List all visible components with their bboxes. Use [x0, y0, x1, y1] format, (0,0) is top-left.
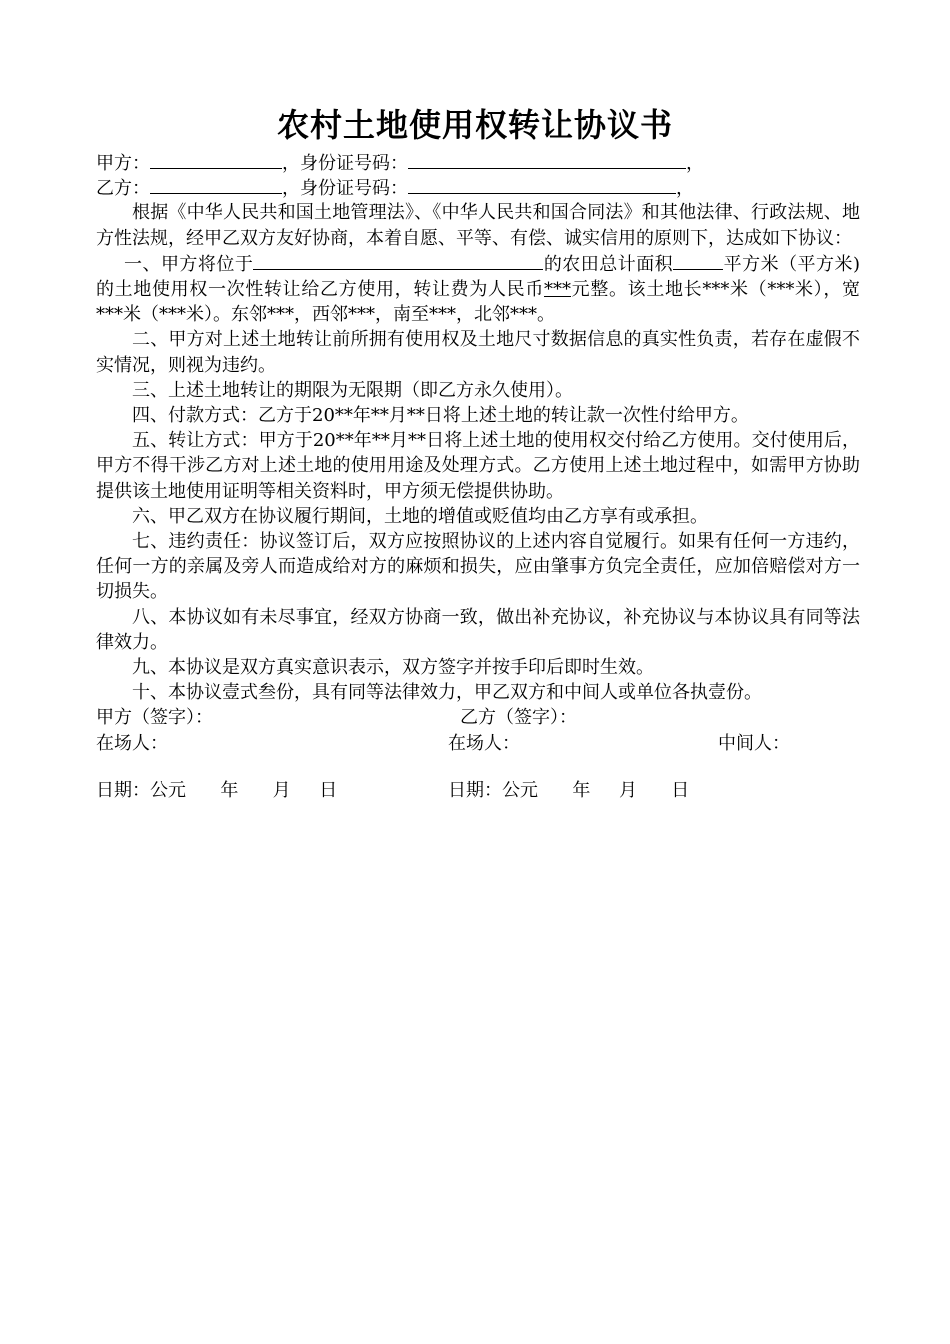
document-body: [96, 150, 860, 803]
signature-row: [96, 705, 860, 730]
clause-3-paragraph: 三、上述土地转让的期限为无限期（即乙方永久使用）。: [132, 379, 573, 401]
clause-1-paragraph: [96, 251, 860, 328]
date-row: [96, 778, 860, 803]
date-b-label: 日期：公元 年 月 日: [448, 779, 690, 801]
clause-8-paragraph: 八、本协议如有未尽事宜，经双方协商一致，做出补充协议，补充协议与本协议具有同等法律效力。: [96, 606, 860, 653]
party-a-id-label: ，身份证号码：: [282, 153, 408, 174]
clause-1-text-b: 的农田总计面积: [543, 253, 674, 275]
clause-2-paragraph: 二、甲方对上述土地转让前所拥有使用权及土地尺寸数据信息的真实性负责，若存在虚假不实情况，则视为违约。: [96, 329, 860, 376]
fee-value: ***: [544, 278, 571, 300]
party-b-label: 乙方：: [96, 178, 150, 200]
clause-7-paragraph: 七、违约责任：协议签订后，双方应按照协议的上述内容自觉履行。如果有任何一方违约，任何一方的亲属及旁人而造成给对方的麻烦和损失，应由肇事方负完全责任，应加倍赔偿对方一切损失。: [96, 531, 860, 603]
party-b-signature-label: 乙方（签字）：: [460, 707, 577, 729]
preamble-paragraph: 根据《中华人民共和国土地管理法》、《中华人民共和国合同法》和其他法律、行政法规、地方性法规，经甲乙双方友好协商，本着自愿、平等、有偿、诚实信用的原则下，达成如下协议：: [96, 202, 860, 249]
party-a-line: [96, 150, 860, 175]
clause-4-paragraph: 四、付款方式：乙方于20**年**月**日将上述土地的转让款一次性付给甲方。: [132, 405, 749, 426]
party-a-name-blank[interactable]: [150, 150, 282, 169]
party-b-line: [96, 175, 860, 200]
document-title: 农村土地使用权转让协议书: [276, 106, 673, 144]
clause-10-paragraph: 十、本协议壹式叁份，具有同等法律效力，甲乙双方和中间人或单位各执壹份。: [132, 682, 762, 704]
spacer: [96, 756, 860, 778]
party-b-end: ，: [676, 178, 694, 200]
clause-9-paragraph: 九、本协议是双方真实意识表示，双方签字并按手印后即时生效。: [132, 657, 654, 679]
clause-5-paragraph: 五、转让方式：甲方于20**年**月**日将上述土地的使用权交付给乙方使用。交付使用后，甲方不得干涉乙方对上述土地的使用用途及处理方式。乙方使用上述土地过程中，如需甲方协助提供该土地使用证明等相关资料时，甲方须无偿提供协助。: [96, 430, 860, 502]
date-a-label: 日期：公元 年 月 日: [96, 779, 338, 801]
clause-1-text-c: 平方米（平方米)的土地使用权一次性转让给乙方使用，转让费为人民币: [96, 253, 861, 300]
witness-b-label: 在场人：: [448, 732, 520, 754]
area-blank[interactable]: [673, 251, 723, 270]
clause-6-paragraph: 六、甲乙双方在协议履行期间，土地的增值或贬值均由乙方享有或承担。: [132, 505, 708, 527]
party-a-signature-label: 甲方（签字）：: [96, 707, 213, 729]
party-b-id-blank[interactable]: [408, 175, 676, 194]
party-b-id-label: ，身份证号码：: [282, 178, 408, 200]
clause-1-text-d: 元整。该土地长***米（***米），宽***米（***米）。东邻***，西邻***，南至***，北邻***。: [96, 278, 860, 326]
party-a-end: ，: [686, 153, 704, 174]
witness-a-label: 在场人：: [96, 732, 168, 754]
clause-1-text-a: 一、甲方将位于: [124, 253, 254, 275]
party-b-name-blank[interactable]: [150, 175, 282, 194]
party-a-id-blank[interactable]: [408, 150, 686, 169]
middleman-label: 中间人：: [718, 732, 790, 754]
party-a-label: 甲方：: [96, 153, 150, 174]
location-blank[interactable]: [253, 251, 543, 270]
witness-row: [96, 731, 860, 756]
